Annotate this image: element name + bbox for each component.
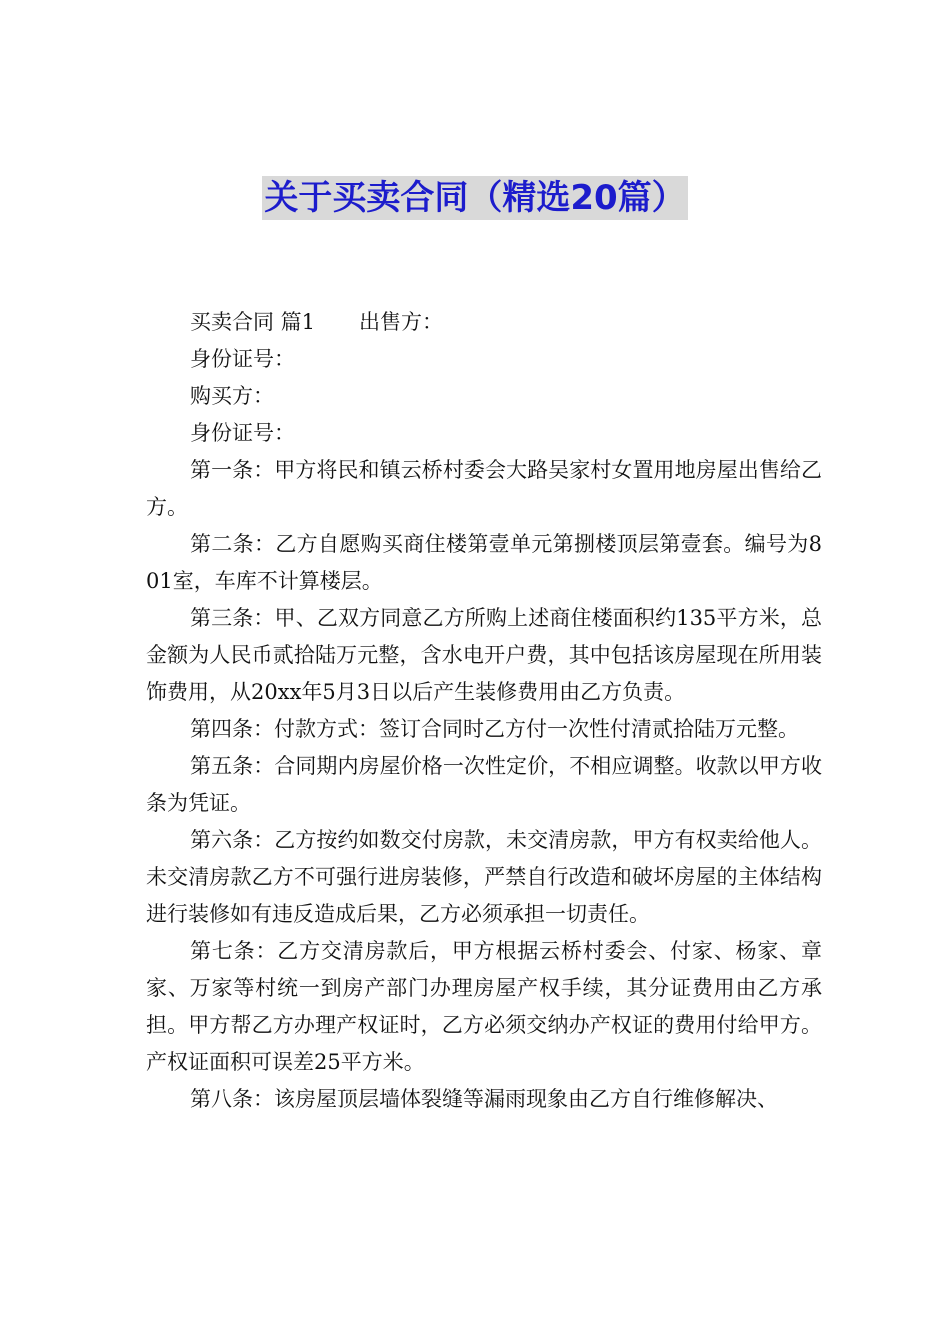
paragraph-article-6: 第六条：乙方按约如数交付房款，未交清房款，甲方有权卖给他人。未交清房款乙方不可强行进房装修，严禁自行改造和破坏房屋的主体结构进行装修如有违反造成后果，乙方必须承担一切责任。 [146,828,822,926]
title-container [0,176,950,220]
paragraph-buyer: 购买方： [190,384,274,408]
paragraph-buyer-id: 身份证号： [190,421,295,445]
header-line [146,304,822,341]
section-heading: 买卖合同 篇1 [190,310,316,334]
paragraph-article-4: 第四条：付款方式：签订合同时乙方付一次性付清贰拾陆万元整。 [190,717,799,741]
document-title: 关于买卖合同（精选20篇） [264,178,686,218]
document-body [146,304,822,1118]
paragraph-article-7: 第七条：乙方交清房款后，甲方根据云桥村委会、付家、杨家、章家、万家等村统一到房产部门办理房屋产权手续，其分证费用由乙方承担。甲方帮乙方办理产权证时，乙方必须交纳办产权证的费用付给甲方。产权证面积可误差25平方米。 [146,939,822,1074]
paragraph-article-5: 第五条：合同期内房屋价格一次性定价，不相应调整。收款以甲方收条为凭证。 [146,754,822,815]
paragraph-article-1: 第一条：甲方将民和镇云桥村委会大路吴家村女置用地房屋出售给乙方。 [146,458,822,519]
paragraph-article-8: 第八条：该房屋顶层墙体裂缝等漏雨现象由乙方自行维修解决、 [190,1087,778,1111]
paragraph-article-3: 第三条：甲、乙双方同意乙方所购上述商住楼面积约135平方米，总金额为人民币贰拾陆万元整，含水电开户费，其中包括该房屋现在所用装饰费用，从20xx年5月3日以后产生装修费用由乙方负责。 [146,606,822,704]
paragraph-seller-id: 身份证号： [190,347,295,371]
paragraph-article-2: 第二条：乙方自愿购买商住楼第壹单元第捌楼顶层第壹套。编号为801室，车库不计算楼层。 [146,532,822,593]
seller-label: 出售方： [359,310,444,334]
